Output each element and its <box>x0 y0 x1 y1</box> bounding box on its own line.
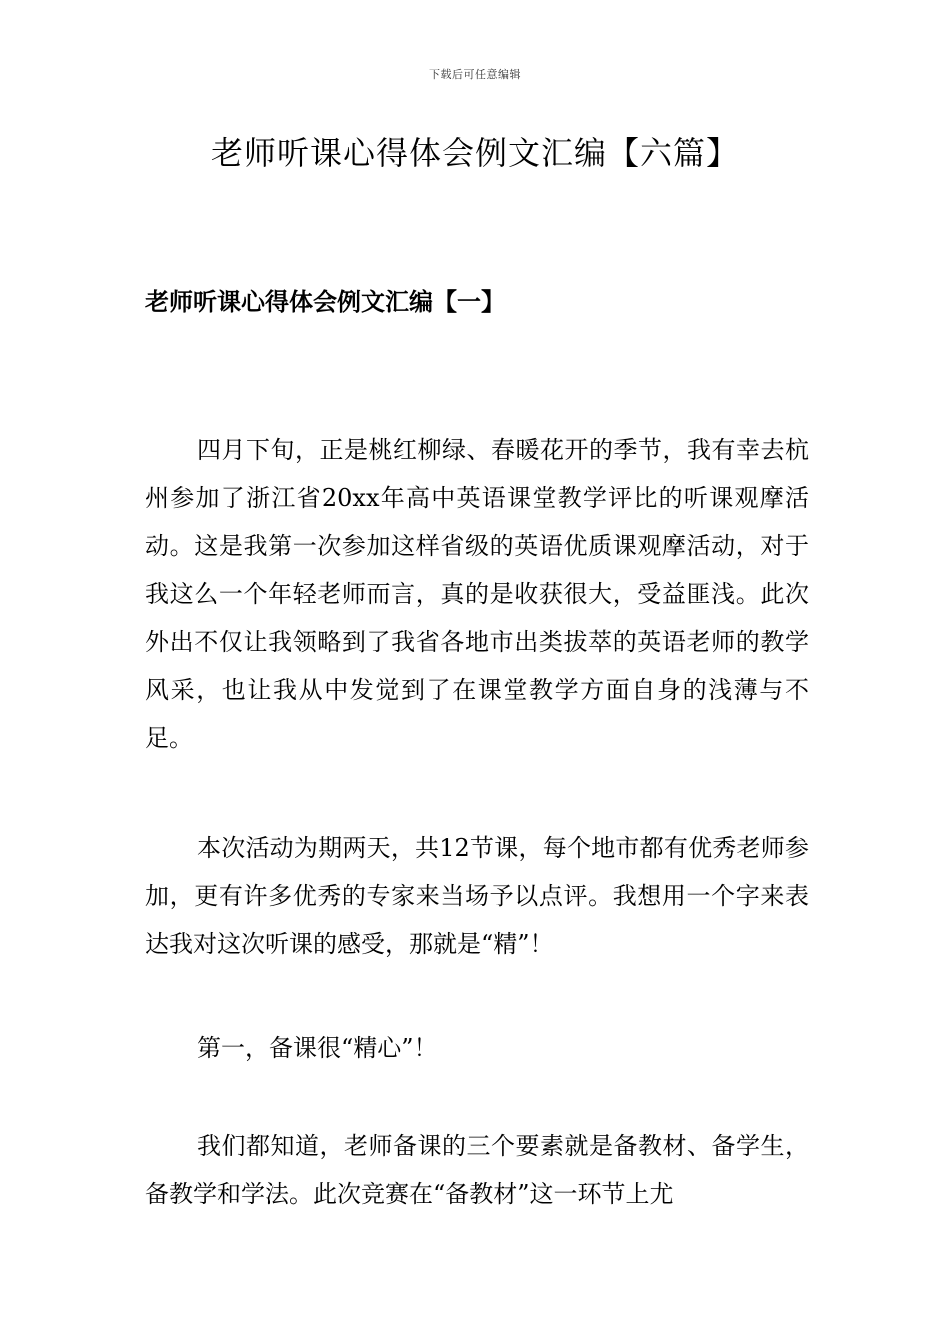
header-note: 下载后可任意编辑 <box>429 68 521 81</box>
document-title: 老师听课心得体会例文汇编【六篇】 <box>210 134 739 172</box>
body-paragraph-3: 第一，备课很“精心”！ <box>197 1034 438 1062</box>
body-paragraph-4: 我们都知道，老师备课的三个要素就是备教材、备学生，备教学和学法。此次竞赛在“备教材”这一环节上尤 <box>145 1132 809 1208</box>
body-paragraph-2: 本次活动为期两天，共12节课，每个地市都有优秀老师参加，更有许多优秀的专家来当场予以点评。我想用一个字来表达我对这次听课的感受，那就是“精”！ <box>145 834 809 958</box>
section-heading: 老师听课心得体会例文汇编【一】 <box>145 287 505 316</box>
body-paragraph-1: 四月下旬，正是桃红柳绿、春暖花开的季节，我有幸去杭州参加了浙江省20xx年高中英语课堂教学评比的听课观摩活动。这是我第一次参加这样省级的英语优质课观摩活动，对于我这么一个年轻老师而言，真的是收获很大，受益匪浅。此次外出不仅让我领略到了我省各地市出类拔萃的英语老师的教学风采，也让我从中发觉到了在课堂教学方面自身的浅薄与不足。 <box>145 436 809 752</box>
